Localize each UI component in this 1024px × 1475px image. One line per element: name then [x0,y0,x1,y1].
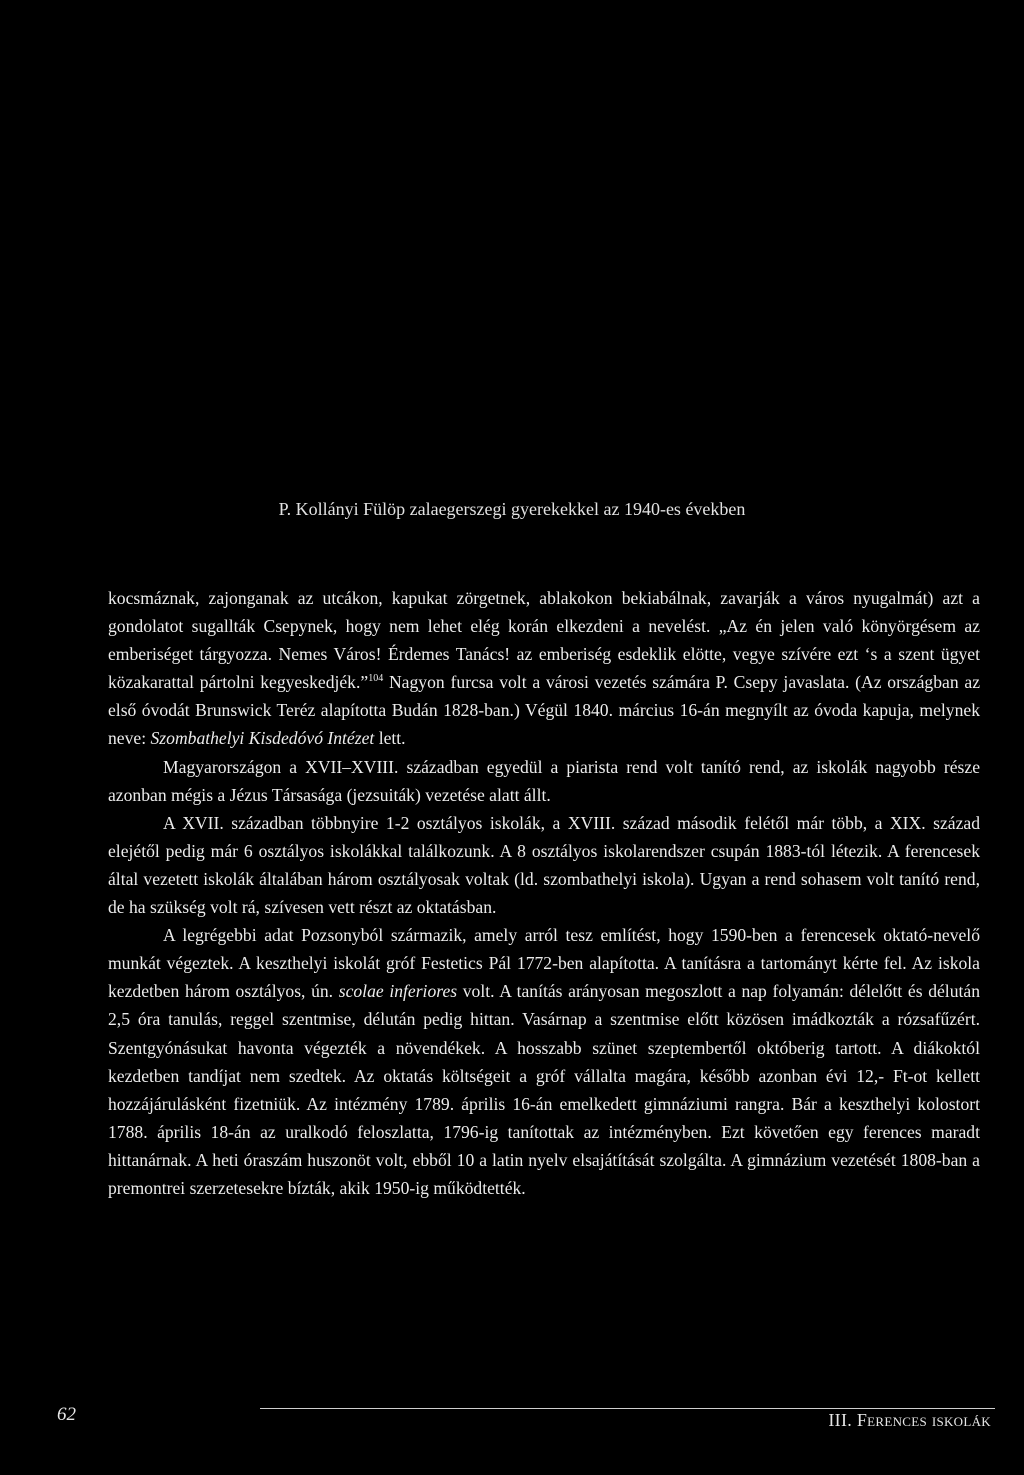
text-run: volt. A tanítás arányosan megoszlott a nap folyamán: délelőtt és délután 2,5 óra tanulás, reggel szentmise, délután pedig hittan. Vasárnap a szentmise előtt közösen imádkozták a rózsafűzért. Szentgyónásukat havonta végezték a növendékek. A hosszabb szünet szeptembertől októberig tartott. A diákoktól kezdetben tandíjat nem szedtek. Az oktatás költségeit a gróf vállalta magára, később azonban évi 12,- Ft-ot kellett hozzájárulásként fizetniük. Az intézmény 1789. április 16-án emelkedett gimnáziumi rangra. Bár a keszthelyi kolostort 1788. április 18-án az uralkodó feloszlatta, 1796-ig tanítottak az intézményben. Ezt követően egy ferences maradt hittanárnak. A heti óraszám huszonöt volt, ebből 10 a latin nyelv elsajátítását szolgálta. A gimnázium vezetését 1808-ban a premontrei szerzetesekre bízták, akik 1950-ig működtették. [108,981,980,1198]
text-run: A legrégebbi adat Pozsonyból származik, amely arról tesz említést, hogy 1590-ben a ferencesek oktató-nevelő munkát végeztek. A keszthelyi iskolát gróf Festetics Pál 1772-ben alapította. A tanításra a tartományt kérte fel. Az iskola kezdetben három osztályos, ún. [108,925,980,1002]
body-text [108,584,980,1202]
text-run: Nagyon furcsa volt a városi vezetés számára P. Csepy javaslata. (Az országban az első óvodát Brunswick Teréz alapította Budán 1828-ban.) Végül 1840. március 16-án megnyílt az óvoda kapuja, melynek neve: [108,672,981,749]
page-number: 62 [57,1404,76,1425]
paragraph-4 [108,921,980,1202]
paragraph-3 [108,809,980,921]
text-run: kocsmáznak, zajonganak az utcákon, kapukat zörgetnek, ablakokon bekiabálnak, zavarják a város nyugalmát) azt a gondolatot sugallták Csepynek, hogy nem lehet elég korán elkezdeni a nevelést. „Az én jelen való könyörgésem az emberiséget tárgyozza. Nemes Város! Érdemes Tanács! az emberiség esdeklik elötte, vegye szívére ezt ‘s a szent ügyet közakarattal pártolni kegyeskedjék.” [108,588,980,693]
text-run: Magyarországon a XVII–XVIII. században egyedül a piarista rend volt tanító rend, az iskolák nagyobb része azonban mégis a Jézus Társasága (jezsuiták) vezetése alatt állt. [108,756,980,805]
italic-text: scolae inferiores [338,981,458,1002]
photo-caption: P. Kollányi Fülöp zalaegerszegi gyerekekkel az 1940-es években [278,499,746,519]
text-run: lett. [374,728,406,749]
paragraph-1 [108,584,980,753]
paragraph-2 [108,753,980,809]
footer-rule [260,1408,995,1409]
running-head: III. Ferences iskolák [828,1410,991,1430]
italic-text: Szombathelyi Kisdedóvó Intézet [150,728,375,749]
footnote-ref: 104 [368,673,384,685]
photo-area [0,0,1024,480]
text-run: A XVII. században többnyire 1-2 osztályos iskolák, a XVIII. század második felétől már több, a XIX. század elejétől pedig már 6 osztályos iskolákkal találkozunk. A 8 osztályos iskolarendszer csupán 1883-tól létezik. A ferencesek által vezetett iskolák általában három osztályosak voltak (ld. szombathelyi iskola). Ugyan a rend sohasem volt tanító rend, de ha szükség volt rá, szívesen vett részt az oktatásban. [108,812,980,918]
